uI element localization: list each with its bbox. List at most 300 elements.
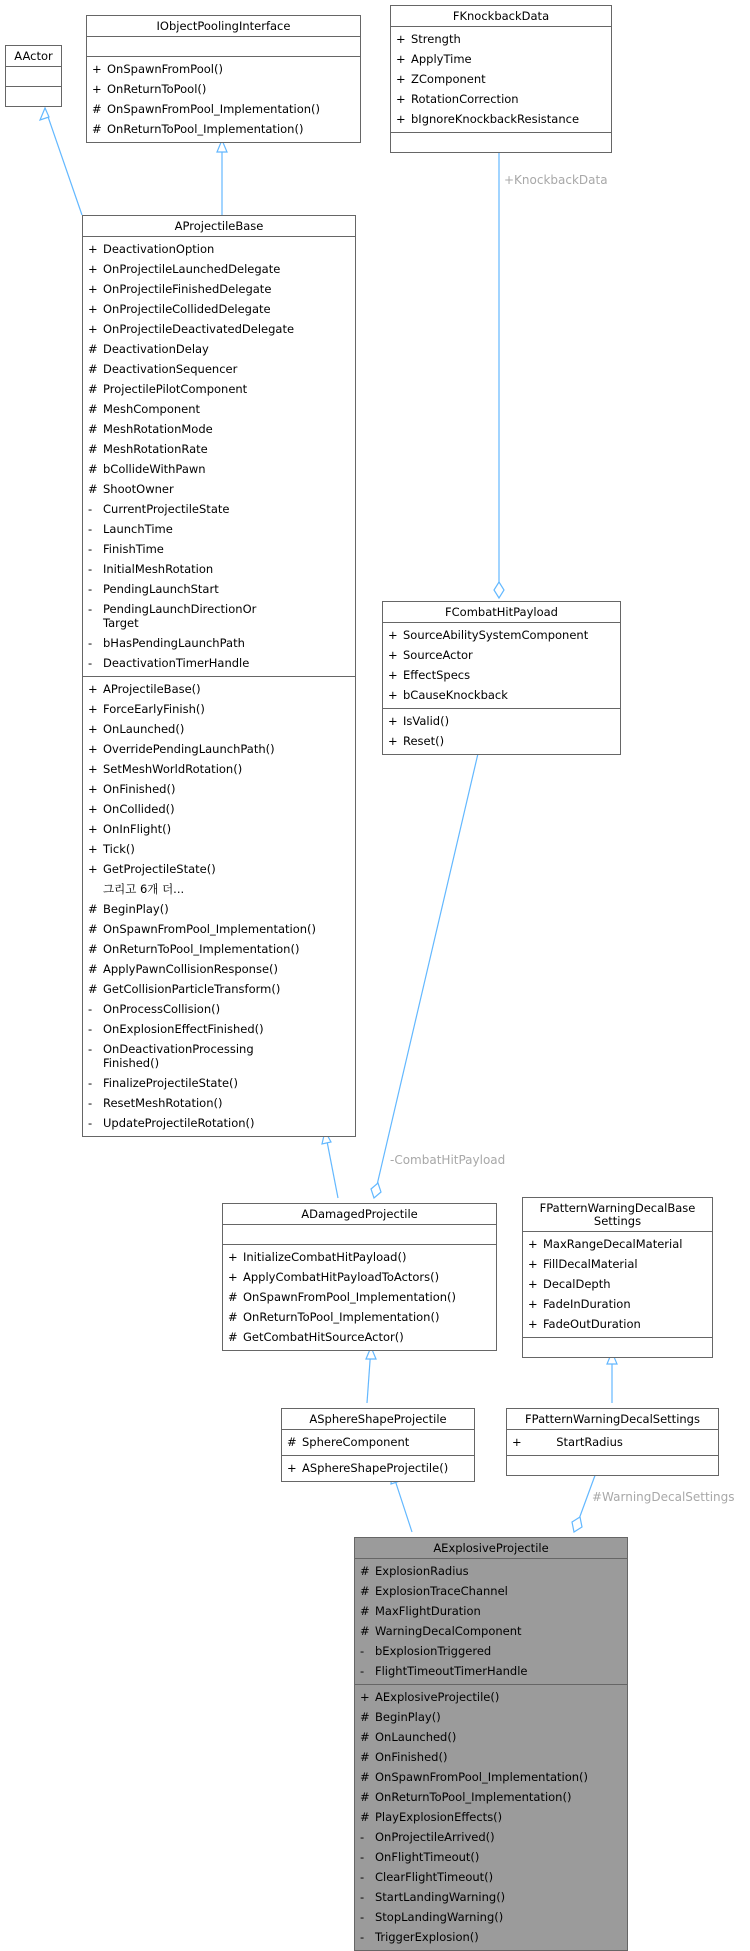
visibility-marker: +: [388, 628, 398, 642]
attribute-row[interactable]: [391, 89, 611, 109]
method-row[interactable]: [355, 1687, 627, 1707]
attribute-section: [355, 1559, 627, 1685]
visibility-marker: #: [360, 1790, 370, 1804]
attribute-row[interactable]: [83, 419, 355, 439]
member-name: bCauseKnockback: [403, 688, 508, 702]
arrow-actor: [40, 108, 49, 120]
attribute-row[interactable]: [391, 109, 611, 129]
member-name: OnDeactivationProcessing Finished(): [103, 1042, 254, 1070]
visibility-marker: +: [88, 302, 98, 316]
visibility-marker: #: [88, 362, 98, 376]
member-name: TriggerExplosion(): [375, 1930, 479, 1944]
method-section: [507, 1456, 718, 1475]
visibility-marker: +: [92, 62, 102, 76]
member-name: UpdateProjectileRotation(): [103, 1116, 255, 1130]
method-row[interactable]: [223, 1267, 496, 1287]
attribute-row[interactable]: [383, 625, 620, 645]
visibility-marker: #: [88, 982, 98, 996]
method-row[interactable]: [87, 59, 360, 79]
method-row[interactable]: [355, 1707, 627, 1727]
visibility-marker: +: [396, 92, 406, 106]
visibility-marker: -: [88, 602, 93, 616]
member-name: OnInFlight(): [103, 822, 172, 836]
attribute-row[interactable]: [83, 519, 355, 539]
class-adamagedprojectile[interactable]: [222, 1203, 497, 1351]
member-name: OnReturnToPool_Implementation(): [103, 942, 300, 956]
visibility-marker: -: [360, 1830, 365, 1844]
method-section: [383, 709, 620, 754]
member-name: DecalDepth: [543, 1277, 611, 1291]
member-name: ResetMeshRotation(): [103, 1096, 223, 1110]
attribute-row[interactable]: [83, 359, 355, 379]
member-name: SphereComponent: [302, 1435, 410, 1449]
method-row[interactable]: [83, 1093, 355, 1113]
member-name: RotationCorrection: [411, 92, 519, 106]
visibility-marker: #: [287, 1435, 297, 1449]
member-name: OnProjectileDeactivatedDelegate: [103, 322, 295, 336]
diamond-knockback: [494, 582, 504, 598]
attribute-row[interactable]: [355, 1621, 627, 1641]
class-name: FCombatHitPayload: [383, 602, 620, 623]
attribute-section: [6, 67, 61, 87]
visibility-marker: #: [360, 1770, 370, 1784]
visibility-marker: +: [228, 1250, 238, 1264]
member-name: ApplyPawnCollisionResponse(): [103, 962, 278, 976]
member-name: BeginPlay(): [103, 902, 169, 916]
method-row[interactable]: [83, 999, 355, 1019]
member-name: ForceEarlyFinish(): [103, 702, 205, 716]
class-asphereshapeprojectile[interactable]: [281, 1408, 475, 1482]
visibility-marker: +: [88, 722, 98, 736]
visibility-marker: +: [396, 72, 406, 86]
visibility-marker: -: [360, 1664, 365, 1678]
member-name: 그리고 6개 더...: [103, 882, 185, 896]
visibility-marker: -: [88, 1042, 93, 1056]
member-name: bCollideWithPawn: [103, 462, 206, 476]
member-name: FinalizeProjectileState(): [103, 1076, 239, 1090]
attribute-row[interactable]: [282, 1432, 474, 1452]
visibility-marker: -: [360, 1850, 365, 1864]
attribute-section: [223, 1225, 496, 1245]
member-name: AProjectileBase(): [103, 682, 201, 696]
visibility-marker: #: [360, 1564, 370, 1578]
attribute-section: [523, 1232, 712, 1338]
attribute-row[interactable]: [355, 1581, 627, 1601]
member-name: DeactivationTimerHandle: [103, 656, 250, 670]
member-name: FlightTimeoutTimerHandle: [375, 1664, 528, 1678]
member-name: OnReturnToPool_Implementation(): [243, 1310, 440, 1324]
attribute-row[interactable]: [391, 69, 611, 89]
member-name: MaxRangeDecalMaterial: [543, 1237, 683, 1251]
method-row[interactable]: [355, 1927, 627, 1947]
visibility-marker: #: [88, 462, 98, 476]
attribute-section: [507, 1430, 718, 1456]
attribute-row[interactable]: [83, 319, 355, 339]
method-row[interactable]: [355, 1847, 627, 1867]
class-name: FPatternWarningDecalBase Settings: [523, 1198, 712, 1232]
visibility-marker: +: [396, 112, 406, 126]
member-name: MeshRotationMode: [103, 422, 213, 436]
visibility-marker: +: [88, 322, 98, 336]
visibility-marker: #: [88, 402, 98, 416]
member-name: ASphereShapeProjectile(): [302, 1461, 449, 1475]
attribute-row[interactable]: [83, 653, 355, 673]
visibility-marker: +: [528, 1237, 538, 1251]
method-row[interactable]: [83, 1019, 355, 1039]
method-row[interactable]: [355, 1827, 627, 1847]
edge-combat: [377, 745, 480, 1185]
attribute-row[interactable]: [83, 459, 355, 479]
visibility-marker: -: [360, 1910, 365, 1924]
attribute-row[interactable]: [83, 439, 355, 459]
class-aactor[interactable]: [5, 45, 62, 107]
visibility-marker: #: [88, 442, 98, 456]
visibility-marker: +: [88, 742, 98, 756]
method-row[interactable]: [83, 759, 355, 779]
member-name: ApplyTime: [411, 52, 472, 66]
member-name: OnProjectileFinishedDelegate: [103, 282, 272, 296]
member-name: PendingLaunchDirectionOr Target: [103, 602, 257, 630]
attribute-row[interactable]: [83, 633, 355, 653]
visibility-marker: #: [360, 1750, 370, 1764]
member-name: MaxFlightDuration: [375, 1604, 481, 1618]
attribute-row[interactable]: [523, 1274, 712, 1294]
member-name: OnProjectileCollidedDelegate: [103, 302, 271, 316]
member-name: MeshComponent: [103, 402, 201, 416]
visibility-marker: -: [88, 562, 93, 576]
visibility-marker: #: [88, 922, 98, 936]
attribute-row[interactable]: [391, 49, 611, 69]
visibility-marker: +: [88, 682, 98, 696]
method-row[interactable]: [87, 79, 360, 99]
attribute-row[interactable]: [523, 1294, 712, 1314]
method-section: [83, 677, 355, 1136]
method-row[interactable]: [83, 839, 355, 859]
visibility-marker: -: [88, 656, 93, 670]
member-name: Reset(): [403, 734, 445, 748]
class-name: AExplosiveProjectile: [355, 1538, 627, 1559]
attribute-row[interactable]: [83, 599, 355, 633]
attribute-row[interactable]: [355, 1641, 627, 1661]
visibility-marker: +: [88, 242, 98, 256]
member-name: OnFinished(): [375, 1750, 448, 1764]
member-name: ShootOwner: [103, 482, 174, 496]
class-aexplosiveprojectile[interactable]: [354, 1537, 628, 1951]
method-row[interactable]: [83, 1039, 355, 1073]
member-name: MeshRotationRate: [103, 442, 208, 456]
member-name: OnLaunched(): [375, 1730, 457, 1744]
visibility-marker: +: [388, 668, 398, 682]
member-name: OnFlightTimeout(): [375, 1850, 480, 1864]
class-fknockbackdata[interactable]: [390, 5, 612, 153]
visibility-marker: +: [388, 648, 398, 662]
visibility-marker: +: [512, 1435, 522, 1449]
visibility-marker: #: [228, 1290, 238, 1304]
visibility-marker: -: [88, 1096, 93, 1110]
visibility-marker: -: [88, 636, 93, 650]
edge-label-warning: #WarningDecalSettings: [592, 1490, 735, 1504]
visibility-marker: +: [88, 762, 98, 776]
method-row[interactable]: [83, 699, 355, 719]
member-name: GetCombatHitSourceActor(): [243, 1330, 404, 1344]
visibility-marker: +: [528, 1257, 538, 1271]
method-row[interactable]: [383, 711, 620, 731]
visibility-marker: -: [360, 1644, 365, 1658]
visibility-marker: +: [528, 1297, 538, 1311]
method-row[interactable]: [83, 779, 355, 799]
member-name: bHasPendingLaunchPath: [103, 636, 245, 650]
visibility-marker: +: [88, 822, 98, 836]
visibility-marker: #: [92, 122, 102, 136]
attribute-section: [383, 623, 620, 709]
attribute-section: [83, 237, 355, 677]
method-section: [6, 87, 61, 106]
visibility-marker: +: [88, 782, 98, 796]
method-section: [223, 1245, 496, 1350]
method-row[interactable]: [83, 1073, 355, 1093]
attribute-row[interactable]: [507, 1432, 718, 1452]
visibility-marker: #: [360, 1604, 370, 1618]
class-aprojectilebase[interactable]: [82, 215, 356, 1137]
member-name: FadeInDuration: [543, 1297, 631, 1311]
visibility-marker: +: [388, 688, 398, 702]
method-section: [87, 57, 360, 142]
attribute-row[interactable]: [523, 1254, 712, 1274]
attribute-row[interactable]: [83, 479, 355, 499]
method-row[interactable]: [223, 1307, 496, 1327]
visibility-marker: -: [88, 542, 93, 556]
method-row[interactable]: [355, 1887, 627, 1907]
visibility-marker: +: [528, 1277, 538, 1291]
member-name: OnReturnToPool_Implementation(): [107, 122, 304, 136]
member-name: FillDecalMaterial: [543, 1257, 638, 1271]
member-name: StopLandingWarning(): [375, 1910, 504, 1924]
attribute-section: [87, 37, 360, 57]
member-name: ExplosionTraceChannel: [375, 1584, 508, 1598]
member-name: OnProjectileArrived(): [375, 1830, 495, 1844]
class-fpatternwarningdecalsettings[interactable]: [506, 1408, 719, 1476]
attribute-row[interactable]: [355, 1661, 627, 1681]
attribute-row[interactable]: [83, 299, 355, 319]
attribute-row[interactable]: [383, 645, 620, 665]
method-row[interactable]: [355, 1867, 627, 1887]
member-name: InitialMeshRotation: [103, 562, 214, 576]
member-name: ClearFlightTimeout(): [375, 1870, 494, 1884]
member-name: OnReturnToPool_Implementation(): [375, 1790, 572, 1804]
method-row[interactable]: [83, 939, 355, 959]
method-row[interactable]: [355, 1727, 627, 1747]
member-name: OnExplosionEffectFinished(): [103, 1022, 264, 1036]
visibility-marker: +: [88, 802, 98, 816]
method-row[interactable]: [83, 979, 355, 999]
method-row[interactable]: [83, 899, 355, 919]
method-row[interactable]: [355, 1907, 627, 1927]
attribute-row[interactable]: [523, 1234, 712, 1254]
method-row[interactable]: [383, 731, 620, 751]
method-row[interactable]: [355, 1787, 627, 1807]
member-name: OnReturnToPool(): [107, 82, 207, 96]
visibility-marker: #: [88, 382, 98, 396]
attribute-row[interactable]: [355, 1561, 627, 1581]
visibility-marker: #: [360, 1710, 370, 1724]
class-name: AProjectileBase: [83, 216, 355, 237]
visibility-marker: -: [360, 1930, 365, 1944]
visibility-marker: -: [88, 1116, 93, 1130]
member-name: OnCollided(): [103, 802, 175, 816]
member-name: SetMeshWorldRotation(): [103, 762, 243, 776]
visibility-marker: -: [88, 522, 93, 536]
visibility-marker: -: [360, 1890, 365, 1904]
method-row[interactable]: [223, 1327, 496, 1347]
method-row[interactable]: [83, 739, 355, 759]
visibility-marker: +: [396, 32, 406, 46]
method-row[interactable]: [87, 99, 360, 119]
visibility-marker: #: [360, 1584, 370, 1598]
visibility-marker: +: [287, 1461, 297, 1475]
method-row[interactable]: [223, 1247, 496, 1267]
method-row[interactable]: [83, 799, 355, 819]
member-name: OnLaunched(): [103, 722, 185, 736]
attribute-row[interactable]: [383, 685, 620, 705]
visibility-marker: +: [88, 262, 98, 276]
visibility-marker: #: [88, 942, 98, 956]
method-row[interactable]: [87, 119, 360, 139]
member-name: SourceActor: [403, 648, 473, 662]
visibility-marker: -: [88, 1076, 93, 1090]
member-name: OnSpawnFromPool(): [107, 62, 223, 76]
class-name: FPatternWarningDecalSettings: [507, 1409, 718, 1430]
member-name: InitializeCombatHitPayload(): [243, 1250, 407, 1264]
visibility-marker: +: [88, 282, 98, 296]
attribute-row[interactable]: [83, 339, 355, 359]
class-fcombathitpayload[interactable]: [382, 601, 621, 755]
class-name: ASphereShapeProjectile: [282, 1409, 474, 1430]
member-name: OnProjectileLaunchedDelegate: [103, 262, 281, 276]
member-name: DeactivationDelay: [103, 342, 209, 356]
member-name: GetCollisionParticleTransform(): [103, 982, 281, 996]
attribute-row[interactable]: [383, 665, 620, 685]
method-row[interactable]: [83, 719, 355, 739]
method-row[interactable]: [223, 1287, 496, 1307]
attribute-row[interactable]: [391, 29, 611, 49]
member-name: ProjectilePilotComponent: [103, 382, 248, 396]
diamond-combat: [371, 1183, 381, 1198]
member-name: StartRadius: [527, 1435, 623, 1449]
member-name: BeginPlay(): [375, 1710, 441, 1724]
diamond-warning: [572, 1517, 582, 1532]
member-name: Tick(): [103, 842, 135, 856]
edge-label-knockback: +KnockbackData: [504, 173, 608, 187]
visibility-marker: +: [88, 842, 98, 856]
attribute-row[interactable]: [83, 539, 355, 559]
member-name: PlayExplosionEffects(): [375, 1810, 503, 1824]
method-section: [523, 1338, 712, 1357]
member-name: GetProjectileState(): [103, 862, 216, 876]
visibility-marker: +: [88, 862, 98, 876]
method-row[interactable]: [83, 919, 355, 939]
visibility-marker: -: [88, 1022, 93, 1036]
member-name: ExplosionRadius: [375, 1564, 469, 1578]
attribute-row[interactable]: [83, 379, 355, 399]
method-row[interactable]: [282, 1458, 474, 1478]
visibility-marker: #: [88, 342, 98, 356]
class-name: IObjectPoolingInterface: [87, 16, 360, 37]
visibility-marker: #: [88, 422, 98, 436]
member-name: OverridePendingLaunchPath(): [103, 742, 275, 756]
visibility-marker: #: [360, 1810, 370, 1824]
method-row[interactable]: [355, 1767, 627, 1787]
visibility-marker: -: [360, 1870, 365, 1884]
attribute-row[interactable]: [83, 579, 355, 599]
attribute-section: [282, 1430, 474, 1456]
member-name: EffectSpecs: [403, 668, 471, 682]
method-section: [391, 133, 611, 152]
visibility-marker: +: [92, 82, 102, 96]
attribute-row[interactable]: [83, 259, 355, 279]
visibility-marker: #: [228, 1310, 238, 1324]
method-row[interactable]: [83, 879, 355, 899]
attribute-row[interactable]: [83, 499, 355, 519]
visibility-marker: #: [88, 902, 98, 916]
method-section: [355, 1685, 627, 1950]
member-name: OnFinished(): [103, 782, 176, 796]
method-row[interactable]: [83, 1113, 355, 1133]
class-name: ADamagedProjectile: [223, 1204, 496, 1225]
member-name: AExplosiveProjectile(): [375, 1690, 500, 1704]
attribute-row[interactable]: [83, 399, 355, 419]
member-name: ZComponent: [411, 72, 486, 86]
visibility-marker: +: [388, 734, 398, 748]
visibility-marker: +: [228, 1270, 238, 1284]
class-name: AActor: [6, 46, 61, 67]
member-name: OnSpawnFromPool_Implementation(): [243, 1290, 457, 1304]
method-row[interactable]: [355, 1747, 627, 1767]
class-name: FKnockbackData: [391, 6, 611, 27]
attribute-section: [391, 27, 611, 133]
attribute-row[interactable]: [83, 279, 355, 299]
class-iobjectpoolinginterface[interactable]: [86, 15, 361, 143]
member-name: FinishTime: [103, 542, 164, 556]
visibility-marker: +: [396, 52, 406, 66]
member-name: ApplyCombatHitPayloadToActors(): [243, 1270, 440, 1284]
member-name: FadeOutDuration: [543, 1317, 641, 1331]
attribute-row[interactable]: [83, 559, 355, 579]
attribute-row[interactable]: [83, 239, 355, 259]
edge-label-combat: -CombatHitPayload: [390, 1153, 506, 1167]
visibility-marker: +: [388, 714, 398, 728]
attribute-row[interactable]: [523, 1314, 712, 1334]
attribute-row[interactable]: [355, 1601, 627, 1621]
member-name: OnSpawnFromPool_Implementation(): [375, 1770, 589, 1784]
member-name: IsValid(): [403, 714, 450, 728]
method-row[interactable]: [355, 1807, 627, 1827]
visibility-marker: [83, 879, 103, 899]
member-name: SourceAbilitySystemComponent: [403, 628, 589, 642]
member-name: OnSpawnFromPool_Implementation(): [107, 102, 321, 116]
edge-projectilebase-to-actor: [45, 108, 82, 215]
visibility-marker: -: [88, 582, 93, 596]
method-row[interactable]: [83, 859, 355, 879]
member-name: DeactivationSequencer: [103, 362, 238, 376]
class-fpatternwarningdecalbasesettings[interactable]: [522, 1197, 713, 1358]
member-name: OnSpawnFromPool_Implementation(): [103, 922, 317, 936]
visibility-marker: #: [360, 1730, 370, 1744]
member-name: WarningDecalComponent: [375, 1624, 522, 1638]
member-name: DeactivationOption: [103, 242, 215, 256]
method-row[interactable]: [83, 959, 355, 979]
method-row[interactable]: [83, 679, 355, 699]
method-row[interactable]: [83, 819, 355, 839]
